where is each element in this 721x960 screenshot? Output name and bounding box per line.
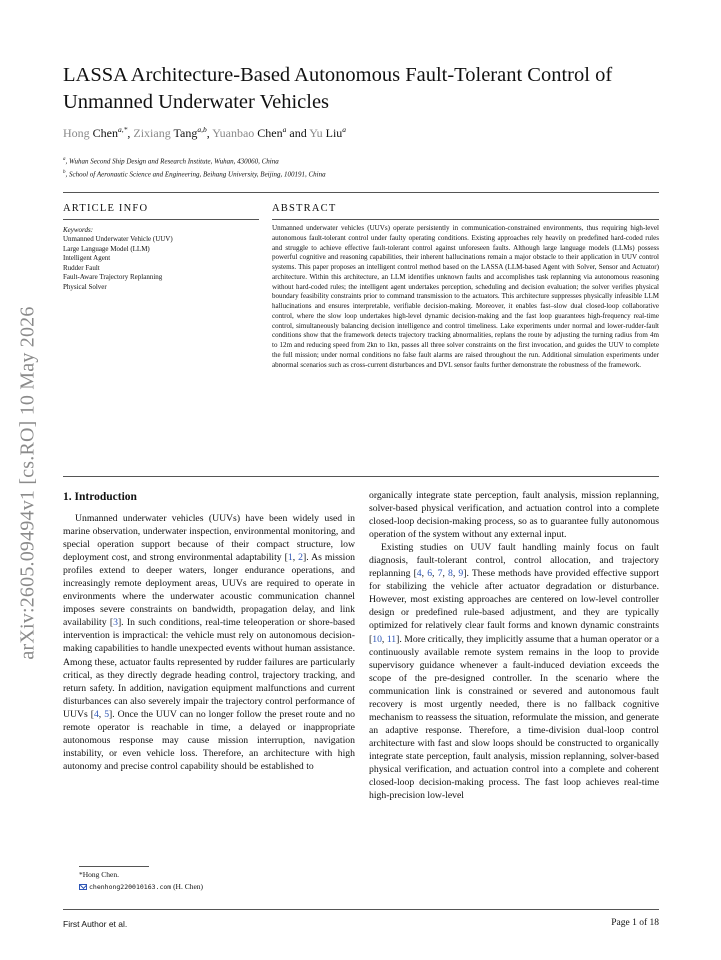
email-link[interactable]: chenhong220010163.com bbox=[89, 883, 172, 891]
abstract-text: Unmanned underwater vehicles (UUVs) operate persistently in communication-constrained environments, thus requiring high-level autonomous fault-tolerant control under faulty operating conditions. Existing approaches rely heavily on predefined hard-coded rules and struggle to achieve effective fault-tolerant control against unforeseen faults. Although large language models (LLMs) possess powerful cognitive and reasoning capabilities, their inherent hallucinations remain a major obstacle to their application in UUV control systems. This paper proposes an intelligent control method based on the LASSA (LLM-based Agent with Solver, Sensor and Actuator) architecture. Within this architecture, an LLM identifies unknown faults and accomplishes task replanning via autonomous reasoning without hard-coded rules; the intelligent agent undertakes perception, scheduling and decision evaluation; the solver verifies physical boundary feasibility constraints prior to command transmission to the actuators. This architecture suppresses physically infeasible LLM hallucinations and ensures interpretable, verifiable decision-making. Moreover, it enables fast–slow dual closed-loop collaborative control, where the slow loop undertakes high-level dynamic decision-making and the fast loop guarantees high-frequency real-time control, simultaneously balancing decision intelligence and control timeliness. Lake experiments under normal and lower-rudder-fault conditions show that the framework detects trajectory tracking abnormalities, replans the route by adjusting the turning radius from 4m to 12m and reducing speed from 2kn to 1kn, passes all three solver constraints on the first invocation, and guides the UUV to complete the full mission; under normal conditions no false fault alarms are raised throughout the run. Additional simulation experiments under abnormal scenarios such as cross-current disturbances and DVL sensor faults further demonstrate the robustness of the framework. bbox=[272, 224, 659, 369]
affiliations bbox=[63, 154, 326, 181]
footer-author: First Author et al. bbox=[63, 919, 128, 929]
footer-divider bbox=[63, 909, 659, 910]
arxiv-stamp-text: arXiv:2605.09494v1 [cs.RO] 10 May 2026 bbox=[16, 306, 39, 660]
paragraph: Existing studies on UUV fault handling mainly focus on fault diagnosis, fault-tolerant control, control allocation, and trajectory replanning [4, 6, 7, 8, 9]. These methods have provided effective support for stabilizing the vehicle after actuator degradation or disturbance. However, most existing approaches are centered on low-level controller design or predefined rule-based adjustment, and they are typically optimized for relatively clear fault forms and known dynamic constraints [10, 11]. More critically, they implicitly assume that a human operator or a continuously available remote system remains in the loop to provide supervisory guidance whenever a fault-induced deviation exceeds the scope of the pre-designed controller. In the scenario where the communication link is constrained or severed and autonomous fault recovery is most urgently needed, there is no fallback cognitive mechanism to reassess the situation, reformulate the mission, and generate an adaptive response. Therefore, a time-division dual-loop control architecture with fast and slow loops should be constructed to organically integrate state perception, fault analysis, mission replanning, solver-based physical verification, and actuation control into a complete and coherent closed-loop decision-making process. The fast loop achieves real-time high-precision low-level bbox=[369, 542, 660, 802]
citation-link[interactable]: 3 bbox=[113, 617, 118, 629]
paragraph: Unmanned underwater vehicles (UUVs) have been widely used in marine observation, underwater inspection, environmental monitoring, and special operation support because of their compact structure, low deployment cost, and strong environmental adaptability [1, 2]. As mission profiles extend to deeper waters, longer endurance operations, and increasingly remote deployment areas, UUVs are required to operate in environments where the underwater acoustic communication channel imposes severe constraints on bandwidth, propagation delay, and link availability [3]. In such conditions, real-time teleoperation or shore-based intervention is impractical: the vehicle must rely on autonomous decision-making capabilities to handle unexpected events without human assistance. Among these, actuator faults represented by rudder failures are particularly critical, as they directly degrade heading control, trajectory tracking, and return safety. In addition, navigation equipment malfunctions and current disturbances can also severely impair the trajectory control performance of UUVs [4, 5]. Once the UUV can no longer follow the preset route and no remote operator is reachable in time, a delayed or inappropriate autonomous response may cause mission interruption, navigation instability, or even vehicle loss. Therefore, an architecture with high autonomy and precise control capability should be established to bbox=[63, 513, 356, 772]
citation-link[interactable]: 10 bbox=[372, 633, 382, 645]
abstract-heading: ABSTRACT bbox=[272, 203, 337, 214]
arxiv-stamp bbox=[9, 258, 47, 708]
mail-icon bbox=[79, 884, 87, 890]
citation-link[interactable]: 7 bbox=[437, 568, 443, 580]
keyword: Large Language Model (LLM) bbox=[63, 244, 150, 253]
keyword: Unmanned Underwater Vehicle (UUV) bbox=[63, 235, 173, 243]
paper-title: LASSA Architecture-Based Autonomous Fault-Tolerant Control of Unmanned Underwater Vehicles bbox=[63, 64, 613, 113]
citation-link[interactable]: 1 bbox=[287, 552, 293, 564]
author: Hong Chen$^{a,*}$ bbox=[63, 125, 128, 140]
keyword: Intelligent Agent bbox=[63, 254, 111, 263]
affiliation: $^a$, Wuhan Second Ship Design and Research Institute, Wuhan, 430060, China bbox=[63, 157, 279, 166]
paragraph: organically integrate state perception, fault analysis, mission replanning, solver-based physical verification, and actuation control into a complete closed-loop decision-making process, so as to guarantee fully autonomous operation of the system without any external input. bbox=[369, 490, 659, 541]
abstract-divider bbox=[272, 219, 659, 220]
article-info-heading: ARTICLE INFO bbox=[63, 203, 149, 214]
keyword-list bbox=[63, 235, 173, 293]
footnote-divider bbox=[79, 866, 149, 867]
abstract-end-divider bbox=[63, 476, 659, 477]
author: Zixiang Tang$^{a,b}$ bbox=[133, 125, 207, 140]
author-list: Hong Chen$^{a,*}$, Zixiang Tang$^{a,b}$, Yuanbao Chen$^a$ and Yu Liu$^a$ bbox=[63, 125, 347, 140]
citation-link[interactable]: 6 bbox=[427, 568, 433, 580]
citation-link[interactable]: 8 bbox=[448, 568, 453, 580]
citation-link[interactable]: 11 bbox=[386, 633, 397, 645]
author: Yuanbao Chen$^a$ bbox=[212, 125, 287, 140]
footnote: *Hong Chen. chenhong220010163.com (H. Chen) bbox=[79, 870, 204, 891]
citation-link[interactable]: 4 bbox=[416, 568, 422, 580]
left-column bbox=[63, 512, 355, 773]
keyword: Physical Solver bbox=[63, 282, 107, 291]
section-heading: 1. Introduction bbox=[63, 491, 137, 503]
keyword: Rudder Fault bbox=[63, 263, 100, 272]
article-info-divider bbox=[63, 219, 259, 220]
citation-link[interactable]: 9 bbox=[458, 568, 464, 580]
citation-link[interactable]: 2 bbox=[298, 552, 303, 564]
citation-link[interactable]: 5 bbox=[104, 708, 110, 720]
page-number: Page 1 of 18 bbox=[611, 918, 659, 928]
author: Yu Liu$^a$ bbox=[309, 125, 347, 140]
keyword: Fault-Aware Trajectory Replanning bbox=[63, 273, 163, 282]
corresponding-author: *Hong Chen. bbox=[79, 870, 119, 879]
keywords-label: Keywords: bbox=[63, 226, 94, 234]
header-divider bbox=[63, 192, 659, 193]
affiliation: $^b$, School of Aeronautic Science and Engineering, Beihang University, Beijing, 100191, China bbox=[63, 170, 326, 179]
citation-link[interactable]: 4 bbox=[93, 708, 99, 720]
right-column bbox=[369, 489, 659, 802]
